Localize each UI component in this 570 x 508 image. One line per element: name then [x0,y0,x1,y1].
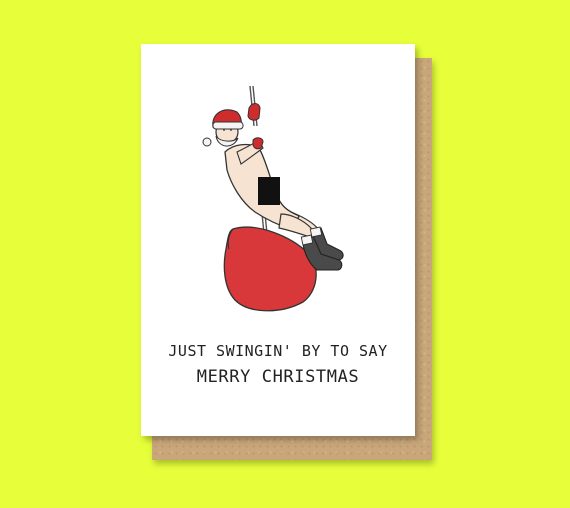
santa-mittens [248,104,263,149]
santa-leg-front [279,214,313,238]
santa-wrecking-ball-illustration [141,44,415,334]
card-message-line1: JUST SWINGIN' BY TO SAY [168,342,388,360]
censor-bar [258,177,280,205]
greeting-card [141,44,415,436]
card-message-line2: MERRY CHRISTMAS [196,367,360,387]
